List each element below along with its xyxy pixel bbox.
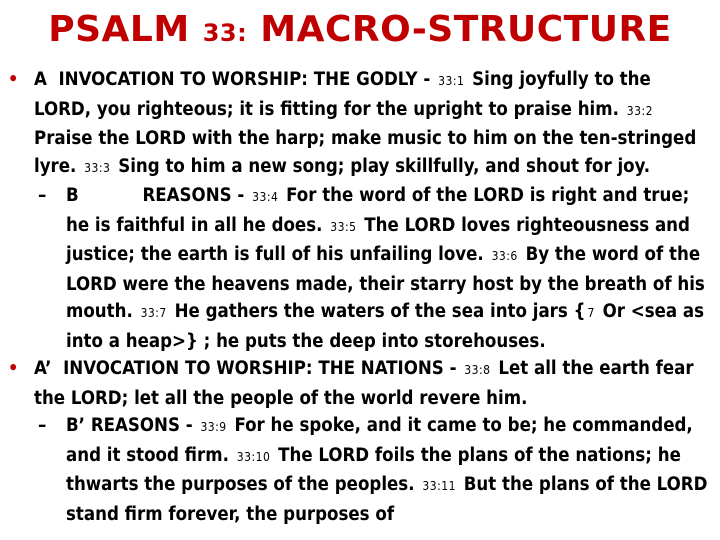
title-psalm: PSALM (48, 9, 190, 50)
section-heading: INVOCATION TO WORSHIP: THE NATIONS - (63, 358, 457, 379)
section-label: B’ (66, 415, 86, 436)
verse-ref: 33:9 (200, 420, 227, 434)
dash-marker: – (38, 185, 47, 206)
verse-ref: 33:5 (330, 219, 357, 234)
section-a (0, 66, 720, 182)
section-label: B (66, 185, 79, 206)
dash-marker: – (38, 415, 47, 436)
verse-text: Sing to him a new song; play skillfully, and shout for joy. (118, 155, 651, 177)
verse-text: The LORD loves righteousness and justice; the earth is full of his unfailing love. (66, 214, 690, 265)
verse-text: For he spoke, and it came to be; he commanded, and it stood firm. (66, 415, 693, 466)
verse-text: Sing joyfully to the LORD, you righteous; it is fitting for the upright to praise him. (34, 69, 651, 120)
verse-text: Let all the earth fear the LORD; let all the people of the world revere him. (34, 358, 694, 409)
verse-ref: 33:8 (464, 363, 491, 377)
verse-text: For the word of the LORD is right and true; he is faithful in all he does. (66, 185, 690, 236)
bullet-icon: • (8, 358, 19, 379)
verse-text: He gathers the waters of the sea into jars { (174, 301, 586, 322)
section-heading: REASONS - (142, 185, 245, 206)
footnote-ref: 7 (587, 306, 595, 320)
section-heading: REASONS - (90, 415, 193, 436)
verse-text: By the word of the LORD were the heavens made, their starry host by the breath of his mouth. (66, 244, 705, 322)
section-heading: INVOCATION TO WORSHIP: THE GODLY - (58, 69, 431, 90)
verse-text: But the plans of the LORD stand firm forever, the purposes of (66, 474, 708, 525)
verse-ref: 33:3 (84, 160, 111, 175)
verse-text: Or <sea as into a heap>} ; he puts the deep into storehouses. (66, 301, 705, 352)
title-chapter: 33: (202, 19, 248, 47)
section-b-prime (0, 412, 720, 528)
section-label: A (34, 69, 47, 90)
page-title (0, 8, 720, 55)
verse-text: Praise the LORD with the harp; make music to him on the ten-stringed lyre. (34, 128, 697, 177)
verse-ref: 33:7 (140, 306, 167, 320)
verse-ref: 33:11 (422, 479, 456, 493)
section-b (0, 182, 720, 355)
verse-text: The LORD foils the plans of the nations; he thwarts the purposes of the peoples. (66, 444, 681, 495)
verse-ref: 33:1 (438, 74, 465, 88)
outline (0, 66, 720, 528)
bullet-icon: • (8, 69, 19, 90)
verse-ref: 33:10 (236, 449, 271, 464)
verse-ref: 33:6 (491, 249, 518, 263)
verse-ref: 33:4 (252, 190, 279, 204)
verse-ref: 33:2 (626, 103, 653, 118)
title-rest: MACRO-STRUCTURE (260, 9, 672, 50)
section-label: A’ (34, 358, 52, 379)
section-a-prime (0, 355, 720, 412)
